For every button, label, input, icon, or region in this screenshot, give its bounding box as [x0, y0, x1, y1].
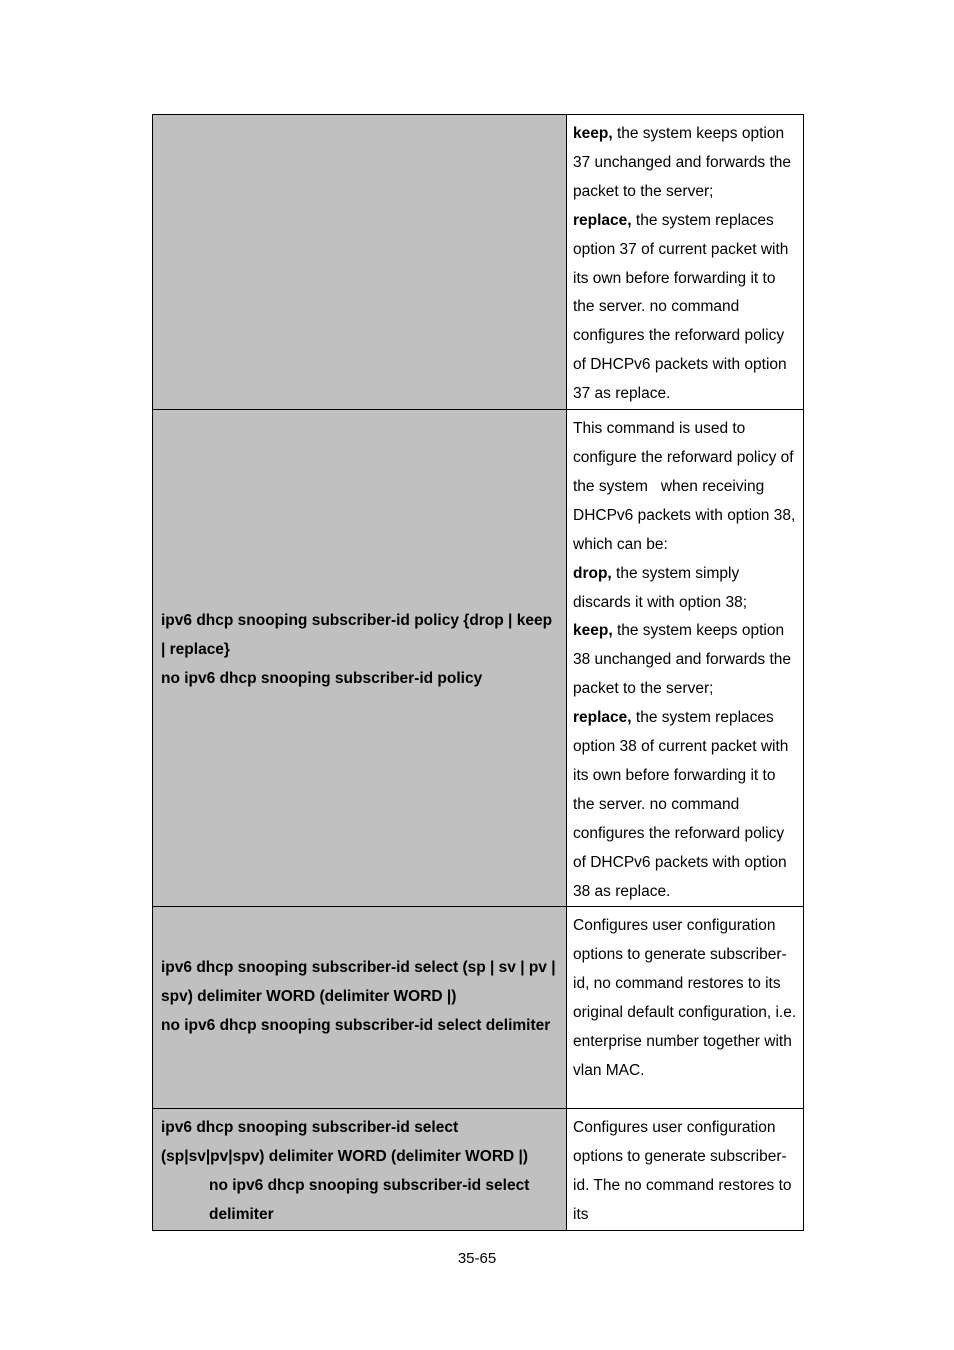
- description-paragraph: keep, the system keeps option 37 unchanged and forwards the packet to the server;: [573, 125, 792, 200]
- description-cell: [567, 1109, 804, 1231]
- command-table: [152, 114, 804, 1231]
- description-paragraph: keep, the system keeps option 38 unchanged and forwards the packet to the server;: [573, 622, 792, 698]
- command-syntax-no: no ipv6 dhcp snooping subscriber-id policy: [161, 669, 483, 687]
- description-paragraph: This command is used to configure the reforward policy of the system when receiving DHCPv6 packets with option 38, which can be:: [573, 420, 796, 553]
- description-paragraph: Configures user configuration options to generate subscriber-id, no command restores to its original default configuration, i.e. enterprise number together with vlan MAC.: [573, 917, 797, 1079]
- command-syntax: ipv6 dhcp snooping subscriber-id select (sp | sv | pv | spv) delimiter WORD (delimiter WORD |): [161, 959, 556, 1006]
- description-cell: [567, 907, 804, 1109]
- description-paragraph: Configures user configuration options to generate subscriber-id. The no command restores to its: [573, 1119, 792, 1224]
- table-row: [153, 1109, 804, 1231]
- description-paragraph: replace, the system replaces option 37 of current packet with its own before forwarding it to the server. no command configures the reforward policy of DHCPv6 packets with option 37 as replace.: [573, 211, 789, 403]
- page-number: 35-65: [457, 1250, 497, 1267]
- description-paragraph: replace, the system replaces option 38 of current packet with its own before forwarding it to the server. no command configures the reforward policy of DHCPv6 packets with option 38 as replace.: [573, 709, 789, 900]
- command-cell: [153, 115, 567, 410]
- description-cell: [567, 410, 804, 907]
- command-cell: [153, 410, 567, 907]
- description-cell: [567, 115, 804, 410]
- command-syntax: ipv6 dhcp snooping subscriber-id policy {drop | keep | replace}: [161, 612, 553, 658]
- table-row: [153, 115, 804, 410]
- table-row: [153, 410, 804, 907]
- command-syntax: ipv6 dhcp snooping subscriber-id select (sp|sv|pv|spv) delimiter WORD (delimiter WORD |): [161, 1119, 529, 1166]
- command-syntax-no: no ipv6 dhcp snooping subscriber-id select delimiter: [161, 1017, 551, 1035]
- command-cell: [153, 907, 567, 1109]
- command-cell: [153, 1109, 567, 1231]
- table-row: [153, 907, 804, 1109]
- command-syntax-no: no ipv6 dhcp snooping subscriber-id select delimiter: [209, 1177, 530, 1224]
- description-paragraph: drop, the system simply discards it with option 38;: [573, 564, 748, 611]
